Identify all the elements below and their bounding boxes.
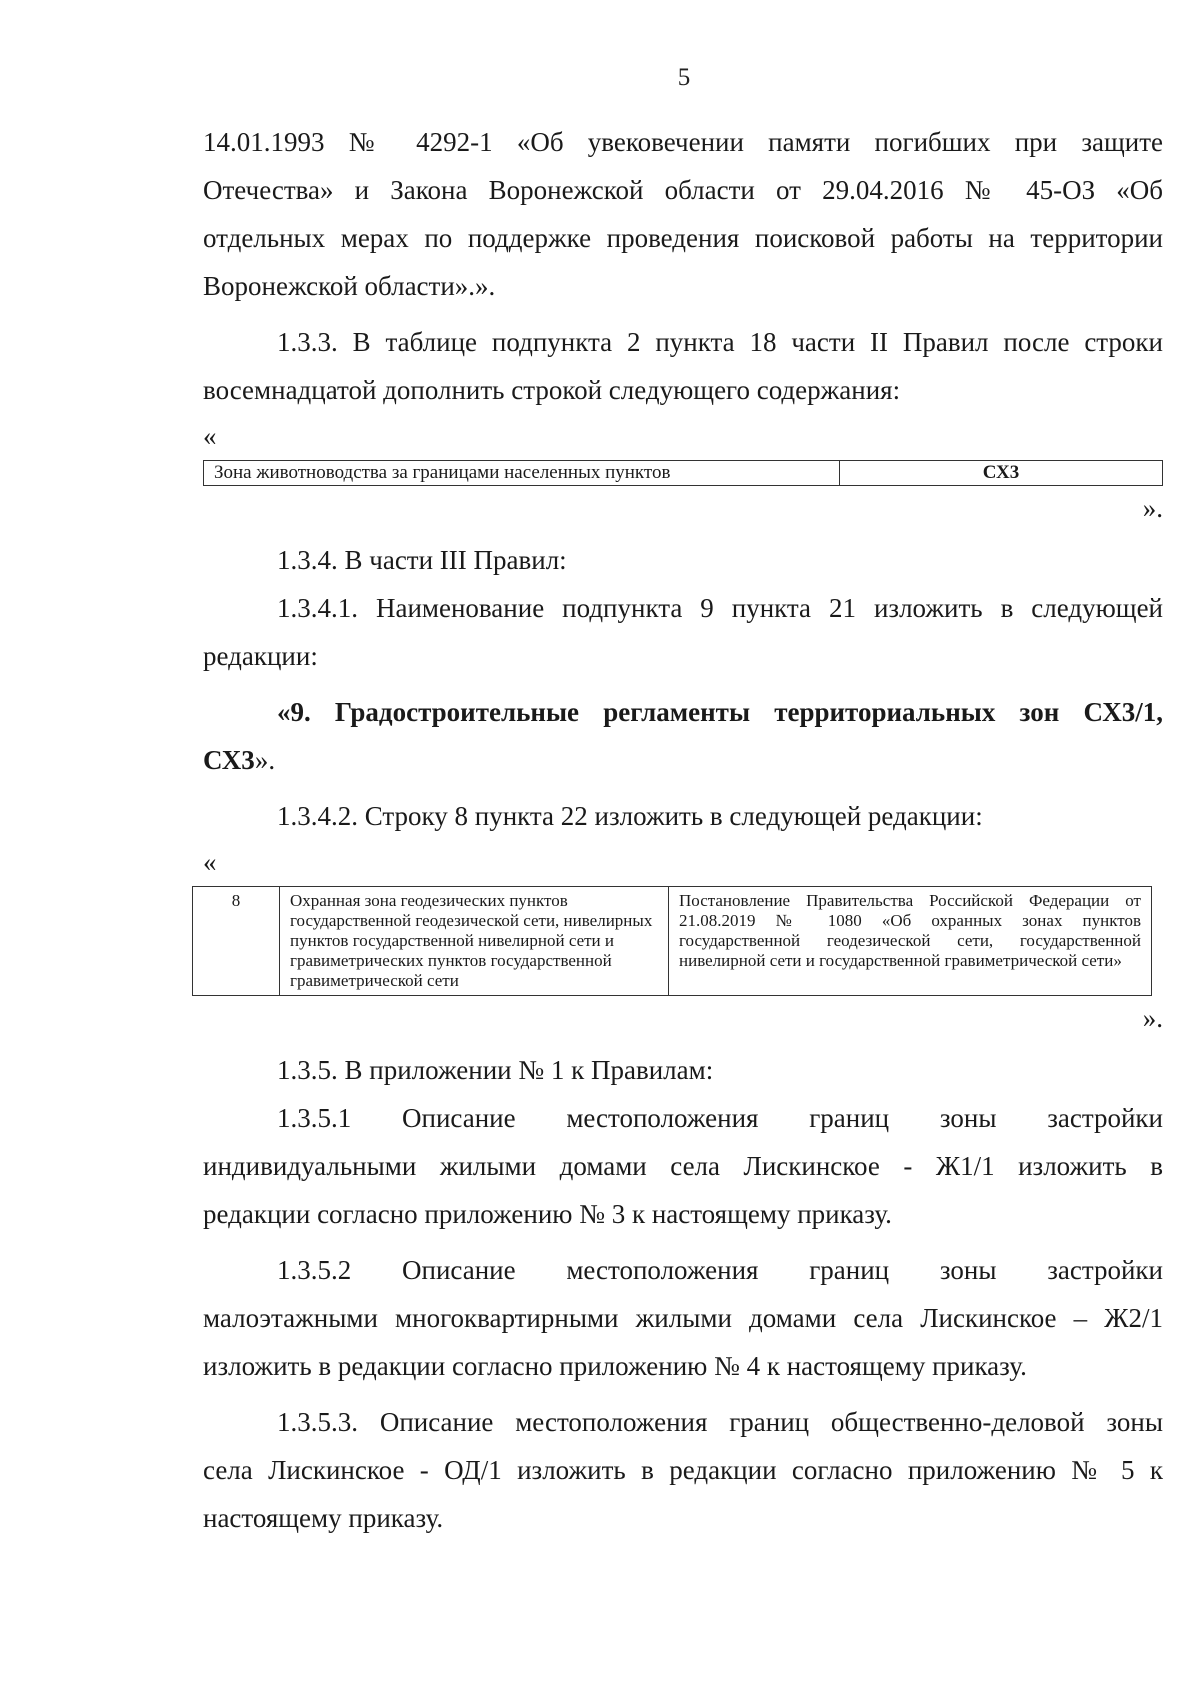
text-line: изложить в редакции согласно приложению № 4 к настоящему приказу. bbox=[203, 1351, 1027, 1381]
text-line: села Лискинское - ОД/1 изложить в редакции согласно приложению № 5 к bbox=[203, 1455, 1163, 1485]
heading-line bbox=[203, 736, 1163, 784]
text-line: 14.01.1993 № 4292-1 «Об увековечении памяти погибших при защите bbox=[203, 127, 1163, 157]
text-line: 1.3.4.2. Строку 8 пункта 22 изложить в следующей редакции: bbox=[277, 801, 983, 831]
text-line: 1.3.4.1. Наименование подпункта 9 пункта 21 изложить в следующей bbox=[277, 593, 1163, 623]
text-line: индивидуальными жилыми домами села Лискинское - Ж1/1 изложить в bbox=[203, 1151, 1163, 1181]
table-row bbox=[193, 887, 1152, 996]
text-line: 1.3.5.2 Описание местоположения границ зоны застройки bbox=[277, 1255, 1163, 1285]
legal-basis-cell: Постановление Правительства Российской Федерации от 21.08.2019 № 1080 «Об охранных зонах пунктов государственной геодезической сети, государственной нивелирной сети и государственной гравиметрической сети» bbox=[669, 887, 1152, 996]
text-line: 1.3.4. В части III Правил: bbox=[277, 545, 567, 575]
text-line: 1.3.3. В таблице подпункта 2 пункта 18 части II Правил после строки bbox=[277, 327, 1163, 357]
text-line: 1.3.5.3. Описание местоположения границ общественно-деловой зоны bbox=[277, 1407, 1163, 1437]
zone-table bbox=[203, 460, 1163, 486]
zone-code-cell: СХ3 bbox=[840, 461, 1163, 486]
protection-zone-table bbox=[192, 886, 1152, 996]
text-line: настоящему приказу. bbox=[203, 1503, 444, 1533]
zone-name-cell: Зона животноводства за границами населенных пунктов bbox=[204, 461, 840, 486]
text-line: 1.3.5. В приложении № 1 к Правилам: bbox=[277, 1055, 714, 1085]
closing-quote: ». bbox=[1142, 1003, 1163, 1033]
document-body bbox=[203, 118, 1163, 1542]
zone-description-cell: Охранная зона геодезических пунктов государственной геодезической сети, нивелирных пунктов государственной нивелирной сети и гравиметрических пунктов государственной гравиметрической сети bbox=[280, 887, 669, 996]
heading-tail: ». bbox=[254, 745, 276, 775]
heading-line: «9. Градостроительные регламенты территориальных зон СХ3/1, bbox=[277, 697, 1163, 727]
text-line: 1.3.5.1 Описание местоположения границ зоны застройки bbox=[277, 1103, 1163, 1133]
text-line: редакции согласно приложению № 3 к настоящему приказу. bbox=[203, 1199, 892, 1229]
text-line: восемнадцатой дополнить строкой следующего содержания: bbox=[203, 375, 901, 405]
text-line: редакции: bbox=[203, 641, 318, 671]
closing-quote: ». bbox=[1142, 493, 1163, 523]
opening-quote: « bbox=[203, 847, 217, 877]
table-row bbox=[204, 461, 1163, 486]
row-number-cell: 8 bbox=[193, 887, 280, 996]
page-number: 5 bbox=[677, 64, 691, 91]
text-line: отдельных мерах по поддержке проведения поисковой работы на территории bbox=[203, 223, 1163, 253]
text-line: малоэтажными многоквартирными жилыми домами села Лискинское – Ж2/1 bbox=[203, 1303, 1163, 1333]
text-line: Воронежской области».». bbox=[203, 271, 496, 301]
text-line: Отечества» и Закона Воронежской области от 29.04.2016 № 45-ОЗ «Об bbox=[203, 175, 1163, 205]
opening-quote: « bbox=[203, 421, 217, 451]
heading-bold-text: СХ3 bbox=[203, 745, 255, 775]
